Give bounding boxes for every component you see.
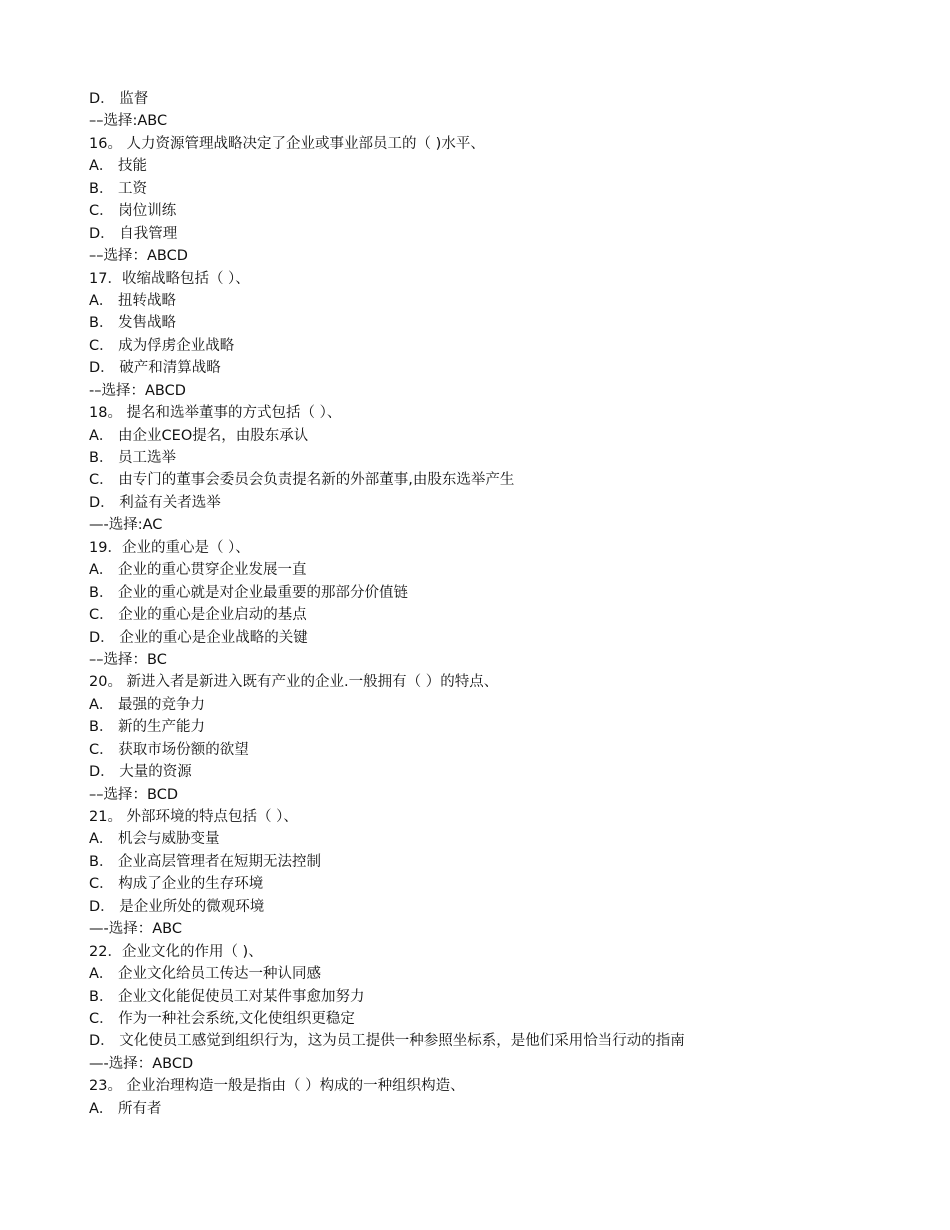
text-line: C． 构成了企业的生存环境 <box>89 876 264 893</box>
text-line: 18。 提名和选举董事的方式包括（ ）、 <box>89 405 342 422</box>
text-line: 20。 新进入者是新进入既有产业的企业.一般拥有（ ）的特点、 <box>89 674 499 691</box>
text-line: 23。 企业治理构造一般是指由（ ）构成的一种组织构造、 <box>89 1078 465 1095</box>
text-line: D． 大量的资源 <box>89 764 192 781</box>
text-line: B． 企业高层管理者在短期无法控制 <box>89 853 322 870</box>
text-line: A． 机会与威胁变量 <box>89 831 220 848</box>
text-line: D． 利益有关者选举 <box>89 494 221 511</box>
text-line: D． 监督 <box>89 91 149 107</box>
text-line: ––选择：BCD <box>89 786 178 803</box>
text-line: D． 破产和清算战略 <box>89 360 221 377</box>
text-line: B． 企业的重心就是对企业最重要的那部分价值链 <box>89 584 409 601</box>
text-line: A． 技能 <box>89 158 148 175</box>
text-line: B． 员工选举 <box>89 450 177 466</box>
text-line: C． 获取市场份额的欲望 <box>89 741 249 758</box>
text-line: 22．企业文化的作用（ )、 <box>89 943 263 960</box>
text-line: A． 企业文化给员工传达一种认同感 <box>89 966 322 983</box>
text-line: C． 岗位训练 <box>89 203 177 220</box>
text-line: C． 企业的重心是企业启动的基点 <box>89 607 307 624</box>
text-line: C． 成为俘虏企业战略 <box>89 337 235 354</box>
text-line: 17．收缩战略包括（ ）、 <box>89 270 250 287</box>
text-line: ––选择：ABCD <box>89 248 188 265</box>
text-line: D． 文化使员工感觉到组织行为，这为员工提供一种参照坐标系，是他们采用恰当行动的指南 <box>89 1033 685 1050</box>
text-line: A． 企业的重心贯穿企业发展一直 <box>89 562 307 579</box>
document-body <box>89 88 929 1120</box>
text-line: D． 自我管理 <box>89 225 178 242</box>
text-line: A． 由企业CEO提名，由股东承认 <box>89 427 309 444</box>
text-line: A． 最强的竞争力 <box>89 696 206 713</box>
text-line: C． 作为一种社会系统,文化使组织更稳定 <box>89 1010 355 1027</box>
text-line: 21。 外部环境的特点包括（ ）、 <box>89 809 298 825</box>
text-line: —-选择：ABC <box>89 921 182 938</box>
text-line: ––选择:ABC <box>89 113 168 130</box>
text-line: B． 企业文化能促使员工对某件事愈加努力 <box>89 988 365 1005</box>
text-line: —-选择：ABCD <box>89 1055 194 1072</box>
text-line: B． 工资 <box>89 180 148 197</box>
text-line: 16。 人力资源管理战略决定了企业或事业部员工的（ )水平、 <box>89 135 485 152</box>
text-line: A． 所有者 <box>89 1100 162 1117</box>
text-line: B． 发售战略 <box>89 315 177 332</box>
text-line: A． 扭转战略 <box>89 292 177 309</box>
text-line: -–选择：ABCD <box>89 382 186 399</box>
text-line: C． 由专门的董事会委员会负责提名新的外部董事,由股东选举产生 <box>89 472 515 489</box>
text-line: 19．企业的重心是（ ）、 <box>89 539 250 556</box>
text-line: —-选择:AC <box>89 517 163 534</box>
text-line: D． 是企业所处的微观环境 <box>89 898 265 915</box>
text-line: B． 新的生产能力 <box>89 719 206 736</box>
text-line: ––选择：BC <box>89 651 167 668</box>
text-line: D． 企业的重心是企业战略的关键 <box>89 629 308 646</box>
